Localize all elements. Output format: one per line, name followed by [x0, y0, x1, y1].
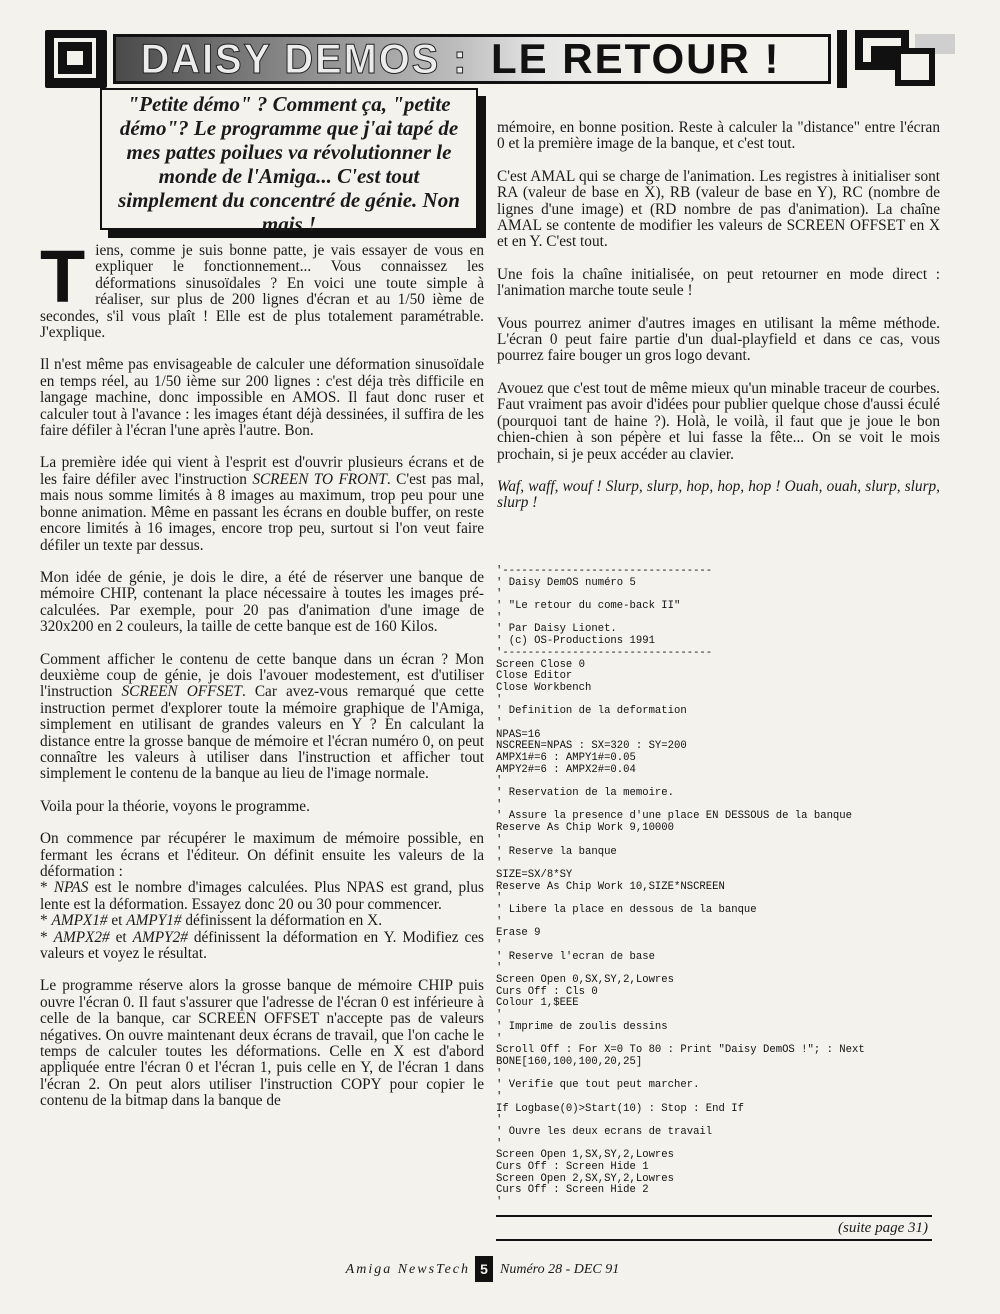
code-line: '	[496, 1114, 503, 1127]
code-line: ' Definition de la deformation	[496, 705, 687, 718]
sign-off: Waf, waff, wouf ! Slurp, slurp, hop, hop, hop ! Ouah, ouah, slurp, slurp, slurp !	[497, 477, 940, 512]
code-line: ' Reservation de la memoire.	[496, 787, 675, 800]
code-line: ' Verifie que tout peut marcher.	[496, 1079, 700, 1092]
code-line: '	[496, 857, 503, 870]
code-line: NPAS=16	[496, 728, 541, 741]
code-line: ' Assure la presence d'une place EN DESSOUS de la banque	[496, 810, 853, 823]
code-line: Erase 9	[496, 927, 541, 940]
title-banner	[45, 30, 955, 88]
code-listing	[496, 566, 926, 1209]
paragraph: mémoire, en bonne position. Reste à calculer la "distance" entre l'écran 0 et la première image de la banque, et c'est tout.	[497, 119, 940, 153]
code-line: ' Ouvre les deux ecrans de travail	[496, 1126, 713, 1138]
code-line: Reserve As Chip Work 10,SIZE*NSCREEN	[496, 880, 725, 893]
lead-box	[100, 88, 478, 236]
paragraph: Une fois la chaîne initialisée, on peut retourner en mode direct : l'animation marche toute seule !	[497, 265, 940, 300]
page-footer	[0, 1256, 1000, 1284]
code-line: SIZE=SX/8*SY	[496, 868, 573, 881]
code-line: If Logbase(0)>Start(10) : Stop : End If	[496, 1102, 744, 1115]
lead-text: "Petite démo" ? Comment ça, "petite démo"? Le programme que j'ai tapé de mes pattes poilues va révolutionner le monde de l'Amiga... C'est tout simplement du concentré de génie. Non mais !	[118, 92, 460, 236]
code-line: '	[496, 1032, 503, 1045]
paragraph: Il n'est même pas envisageable de calculer une déformation sinusoïdale en temps réel, au 1/50 ième sur 200 lignes : c'est déja très difficile en langage machine, donc impossible en AMOS. Il faut donc ruser et calculer tout à l'avance : les images étant déjà dessinées, il suffira de les faire défiler à l'écran l'une après l'autre. Bon.	[40, 356, 484, 440]
paragraph: Voila pour la théorie, voyons le programme.	[40, 797, 310, 815]
code-line: '	[496, 1067, 503, 1080]
code-line: Screen Close 0	[496, 658, 586, 671]
code-line: '	[496, 833, 503, 846]
code-line: '---------------------------------	[496, 565, 713, 577]
code-line: Close Editor	[496, 670, 573, 683]
code-line: '	[496, 1196, 503, 1209]
code-line: '	[496, 962, 503, 975]
code-line: ' Imprime de zoulis dessins	[496, 1020, 668, 1033]
code-line: ' Libere la place en dessous de la banque	[496, 903, 757, 916]
paragraph: On commence par récupérer le maximum de mémoire possible, en fermant les écrans et l'éditeur. On définit ensuite les valeurs de la déformation : * NPAS est le nombre d'images calculées. Plus NPAS est grand, plus lente est la déformation. Essayez donc 20 ou 30 pour commencer. * AMPX1# et AMPY1# définissent la déformation en X. * AMPX2# et AMPY2# définissent la déformation en Y. Modifiez ces valeurs et voyez le résultat.	[40, 830, 484, 963]
code-line: '	[496, 1137, 503, 1150]
code-line: '	[496, 798, 503, 811]
code-line: Reserve As Chip Work 9,10000	[496, 822, 675, 835]
code-line: Curs Off : Cls 0	[496, 985, 598, 998]
code-line: '	[496, 1009, 503, 1022]
continuation-note: (suite page 31)	[496, 1215, 932, 1241]
magazine-name: Amiga NewsTech	[345, 1262, 470, 1277]
code-line: '	[496, 775, 503, 788]
code-line: '	[496, 611, 503, 624]
title-part-1: DAISY DEMOS :	[140, 35, 469, 82]
code-line: AMPY2#=6 : AMPX2#=0.04	[496, 763, 636, 776]
paragraph: Comment afficher le contenu de cette banque dans un écran ? Mon deuxième coup de génie, je dois l'avouer modestement, est d'utiliser l'instruction SCREEN OFFSET. Car avez-vous remarqué que cette instruction permet d'explorer toute la mémoire graphique de l'Amiga, simplement en utilisant de grandes valeurs en Y ? En calculant la distance entre la grosse banque de mémoire et l'écran numéro 0, on peut connaître les valeurs à utiliser dans l'instruction et afficher tout simplement le contenu de la banque au lieu de l'image normale.	[40, 650, 484, 783]
code-line: Curs Off : Screen Hide 1	[496, 1161, 649, 1174]
page-number: 5	[475, 1256, 493, 1282]
left-column	[40, 235, 484, 1126]
code-line: ' Reserve l'ecran de base	[496, 950, 655, 963]
code-line: '	[496, 1090, 503, 1103]
code-line: AMPX1#=6 : AMPY1#=0.05	[496, 752, 636, 764]
decorative-squares-icon	[837, 30, 955, 88]
paragraph: Avouez que c'est tout de même mieux qu'un minable traceur de courbes. Faut vraiment pas avoir d'idées pour publier quelque chose d'aussi éculé (pourquoi tant de haine ?). Holà, le voilà, il faut que je joue le bon chien-chien à son pépère et lui fasse la fête... On se voit le mois prochain, si je peux accéder au clavier.	[497, 379, 940, 463]
issue-info: Numéro 28 - DEC 91	[500, 1262, 620, 1277]
square-logo-icon	[45, 30, 107, 88]
code-line: ' (c) OS-Productions 1991	[496, 635, 655, 648]
code-line: '	[496, 588, 503, 601]
code-line: '	[496, 892, 503, 905]
paragraph: La première idée qui vient à l'esprit est d'ouvrir plusieurs écrans et de les faire défiler avec l'instruction SCREEN TO FRONT. C'est pas mal, mais nous somme limités à 8 images au maximum, trop peu pour une bonne animation. Même en passant les écrans en double buffer, on reste encore limités à 16 images, encore trop peu, surtout si l'on veut faire défiler un texte par dessus.	[40, 454, 484, 554]
code-line: ' "Le retour du come-back II"	[496, 600, 681, 613]
paragraph: Mon idée de génie, je dois le dire, a été de réserver une banque de mémoire CHIP, contenant la place nécessaire à toutes les images pré-calculées. Par exemple, pour 20 pas d'animation d'une image de 320x200 en 2 couleurs, la taille de cette banque est de 160 Kilos.	[40, 568, 484, 636]
code-line: '	[496, 693, 503, 706]
code-line: Scroll Off : For X=0 To 80 : Print "Daisy DemOS !"; : Next	[496, 1044, 865, 1057]
code-line: Screen Open 1,SX,SY,2,Lowres	[496, 1149, 675, 1162]
code-line: NSCREEN=NPAS : SX=320 : SY=200	[496, 740, 687, 753]
drop-cap: T	[40, 235, 86, 318]
right-column	[497, 120, 940, 528]
paragraph: Vous pourrez animer d'autres images en utilisant la même méthode. L'écran 0 peut faire partie d'un dual-playfield et dans ce cas, vous pourrez faire bouger un gros logo devant.	[497, 314, 940, 365]
title-part-2: LE RETOUR !	[490, 35, 781, 82]
code-line: ' Reserve la banque	[496, 845, 617, 858]
code-line: '---------------------------------	[496, 646, 713, 659]
code-line: '	[496, 716, 503, 729]
code-line: BONE[160,100,100,20,25]	[496, 1055, 643, 1068]
code-line: ' Daisy DemOS numéro 5	[496, 576, 636, 589]
intro-paragraph: Tiens, comme je suis bonne patte, je vais essayer de vous en expliquer le fonctionnement... Vous connaissez les déformations sinusoïdales ? En voici une toute simple à réaliser, sur plus de 200 lignes d'écran et au 1/50 ième de secondes, s'il vous plaît ! Elle est de plus totalement paramétrable. J'explique.	[40, 235, 484, 342]
paragraph: Le programme réserve alors la grosse banque de mémoire CHIP puis ouvre l'écran 0. Il faut s'assurer que l'adresse de l'écran 0 est inférieure à celle de la banque, car SCREEN OFFSET n'accepte pas de valeurs négatives. On ouvre maintenant deux écrans de travail, que l'on cache le temps de calculer toutes les déformations. Celle en X est d'abord appliquée entre l'écran 0 et l'écran 1, puis celle en Y, de l'écran 1 dans l'écran 2. On peut alors utiliser l'instruction COPY pour copier le contenu de la bitmap dans la banque de	[40, 977, 484, 1110]
article-title	[113, 34, 831, 84]
code-line: Screen Open 0,SX,SY,2,Lowres	[496, 974, 675, 987]
code-line: ' Par Daisy Lionet.	[496, 623, 617, 636]
code-line: Close Workbench	[496, 681, 592, 694]
code-line: Colour 1,$EEE	[496, 997, 579, 1010]
paragraph: C'est AMAL qui se charge de l'animation. Les registres à initialiser sont RA (valeur de base en X), RB (valeur de base en Y), RC (nombre de lignes d'une image) et (RD nombre de pas d'animation). La chaîne AMAL se contente de modifier les valeurs de SCREEN OFFSET en X et en Y. C'est tout.	[497, 167, 940, 251]
code-line: Curs Off : Screen Hide 2	[496, 1184, 649, 1197]
bleed-through-texture	[840, 90, 950, 120]
code-line: Screen Open 2,SX,SY,2,Lowres	[496, 1172, 675, 1185]
code-line: '	[496, 915, 503, 928]
code-line: '	[496, 939, 503, 951]
